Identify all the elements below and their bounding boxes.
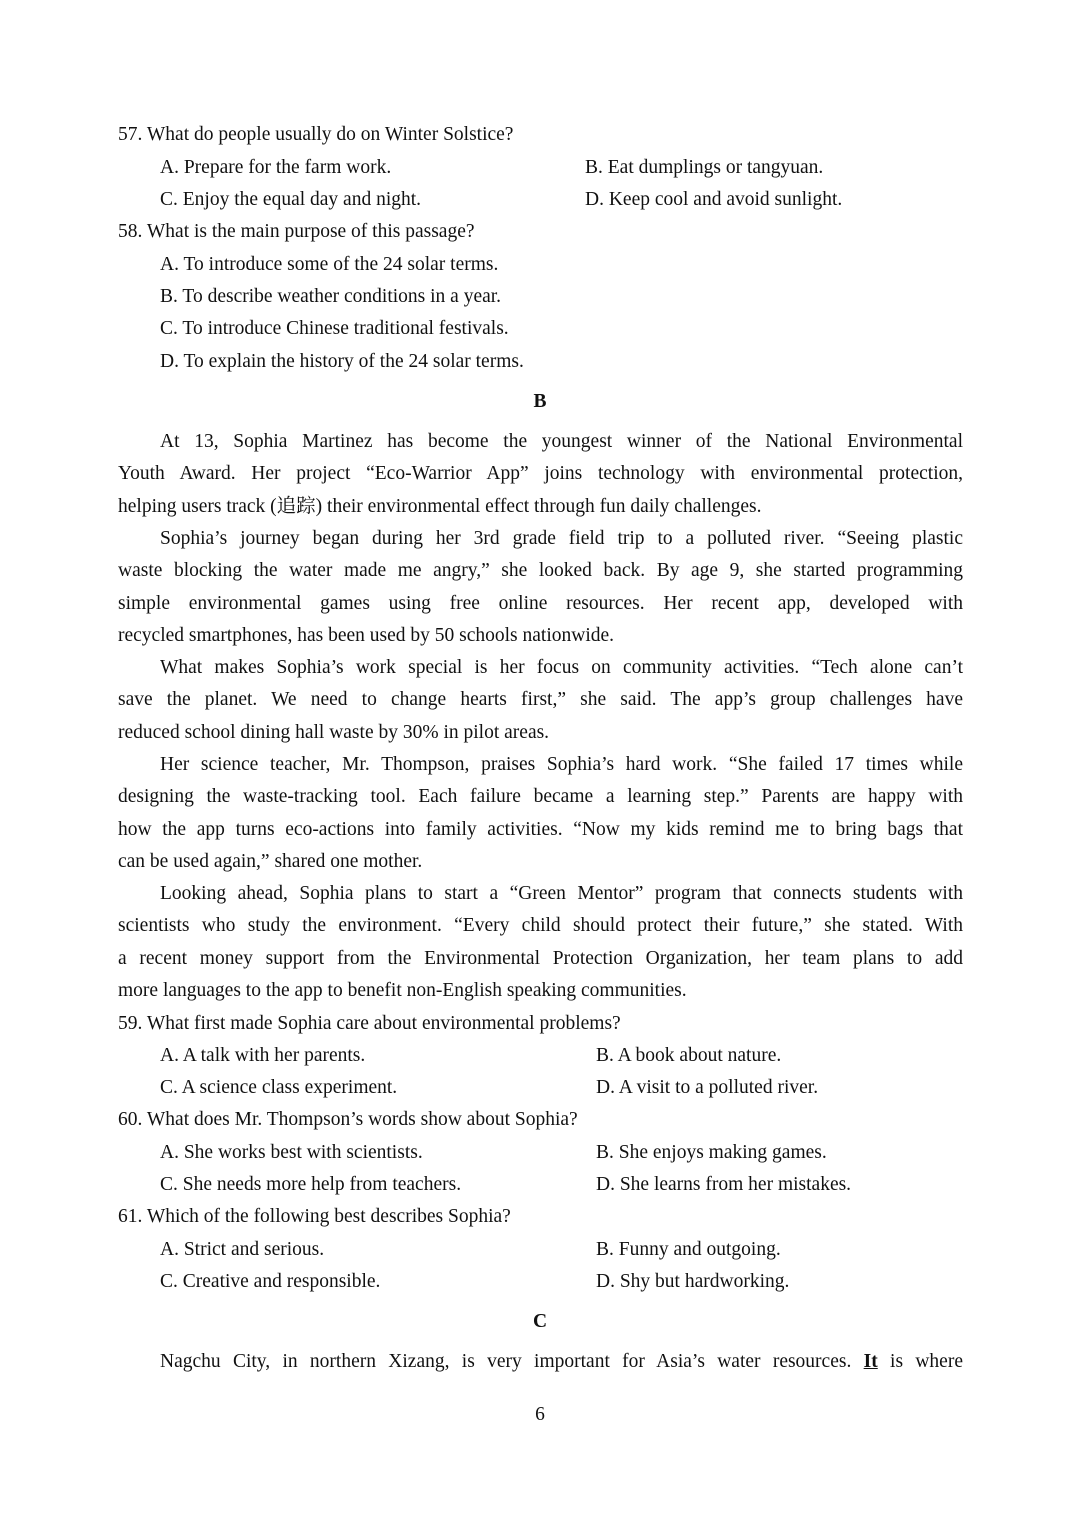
- q59-option-b: B. A book about nature.: [596, 1045, 782, 1066]
- q57-option-d: D. Keep cool and avoid sunlight.: [585, 189, 843, 210]
- passage-line: simple environmental games using free online resources. Her recent app, developed with: [118, 592, 963, 614]
- passage-line: a recent money support from the Environmental Protection Organization, her team plans to add: [118, 947, 963, 969]
- section-b-heading: B: [533, 391, 547, 412]
- q57-option-b: B. Eat dumplings or tangyuan.: [585, 157, 824, 178]
- q61-option-d: D. Shy but hardworking.: [596, 1271, 790, 1292]
- q61-option-c: C. Creative and responsible.: [160, 1271, 381, 1292]
- passage-line: can be used again,” shared one mother.: [118, 851, 423, 873]
- question-61: 61. Which of the following best describes Sophia?: [118, 1206, 511, 1227]
- passage-line: scientists who study the environment. “Every child should protect their future,” she stated. With: [118, 915, 963, 937]
- passage-line: [118, 1346, 963, 1378]
- q60-option-a: A. She works best with scientists.: [160, 1142, 423, 1163]
- q58-option-a: A. To introduce some of the 24 solar terms.: [160, 254, 499, 275]
- passage-line: how the app turns eco-actions into family activities. “Now my kids remind me to bring bags that: [118, 818, 963, 840]
- question-57: 57. What do people usually do on Winter Solstice?: [118, 124, 514, 145]
- underlined-it: It: [863, 1351, 878, 1372]
- passage-b-paragraph-4: [118, 749, 963, 879]
- q61-option-b: B. Funny and outgoing.: [596, 1239, 781, 1260]
- passage-line: reduced school dining hall waste by 30% in pilot areas.: [118, 721, 550, 743]
- q61-option-a: A. Strict and serious.: [160, 1239, 325, 1260]
- q60-option-c: C. She needs more help from teachers.: [160, 1174, 462, 1195]
- passage-b-paragraph-3: [118, 652, 963, 749]
- passage-line: waste blocking the water made me angry,” she looked back. By age 9, she started programming: [118, 560, 963, 582]
- q58-option-d: D. To explain the history of the 24 solar terms.: [160, 351, 524, 372]
- passage-line: At 13, Sophia Martinez has become the youngest winner of the National Environmental: [160, 431, 963, 452]
- passage-line: helping users track (追踪) their environmental effect through fun daily challenges.: [118, 495, 762, 517]
- passage-line: Youth Award. Her project “Eco-Warrior App” joins technology with environmental protection,: [118, 463, 963, 485]
- passage-b-paragraph-1: [118, 426, 963, 523]
- passage-line: Her science teacher, Mr. Thompson, praises Sophia’s hard work. “She failed 17 times while: [160, 754, 963, 775]
- q59-option-a: A. A talk with her parents.: [160, 1045, 366, 1066]
- passage-c-text-after: is where: [877, 1351, 963, 1372]
- q59-option-c: C. A science class experiment.: [160, 1077, 398, 1098]
- question-60: 60. What does Mr. Thompson’s words show about Sophia?: [118, 1109, 578, 1130]
- passage-line: Sophia’s journey began during her 3rd grade field trip to a polluted river. “Seeing plastic: [160, 528, 963, 549]
- question-58: 58. What is the main purpose of this passage?: [118, 221, 475, 242]
- q57-option-a: A. Prepare for the farm work.: [160, 157, 392, 178]
- passage-c-paragraph-1: [118, 1346, 963, 1378]
- passage-line: Looking ahead, Sophia plans to start a “Green Mentor” program that connects students with: [160, 883, 963, 904]
- passage-line: more languages to the app to benefit non-English speaking communities.: [118, 980, 687, 1002]
- passage-line: What makes Sophia’s work special is her focus on community activities. “Tech alone can’t: [160, 657, 963, 678]
- passage-line: designing the waste-tracking tool. Each failure became a learning step.” Parents are happy with: [118, 786, 963, 808]
- q60-option-b: B. She enjoys making games.: [596, 1142, 827, 1163]
- q58-option-c: C. To introduce Chinese traditional festivals.: [160, 318, 509, 339]
- passage-b-paragraph-5: [118, 878, 963, 1008]
- passage-b-paragraph-2: [118, 523, 963, 653]
- q59-option-d: D. A visit to a polluted river.: [596, 1077, 819, 1098]
- page-number: 6: [535, 1404, 545, 1425]
- passage-line: recycled smartphones, has been used by 50 schools nationwide.: [118, 625, 615, 647]
- q60-option-d: D. She learns from her mistakes.: [596, 1174, 852, 1195]
- q57-option-c: C. Enjoy the equal day and night.: [160, 189, 422, 210]
- q58-option-b: B. To describe weather conditions in a year.: [160, 286, 502, 307]
- question-59: 59. What first made Sophia care about environmental problems?: [118, 1013, 621, 1034]
- passage-line: save the planet. We need to change hearts first,” she said. The app’s group challenges have: [118, 689, 963, 711]
- passage-c-text-before: Nagchu City, in northern Xizang, is very important for Asia’s water resources.: [160, 1351, 864, 1372]
- section-c-heading: C: [532, 1311, 548, 1332]
